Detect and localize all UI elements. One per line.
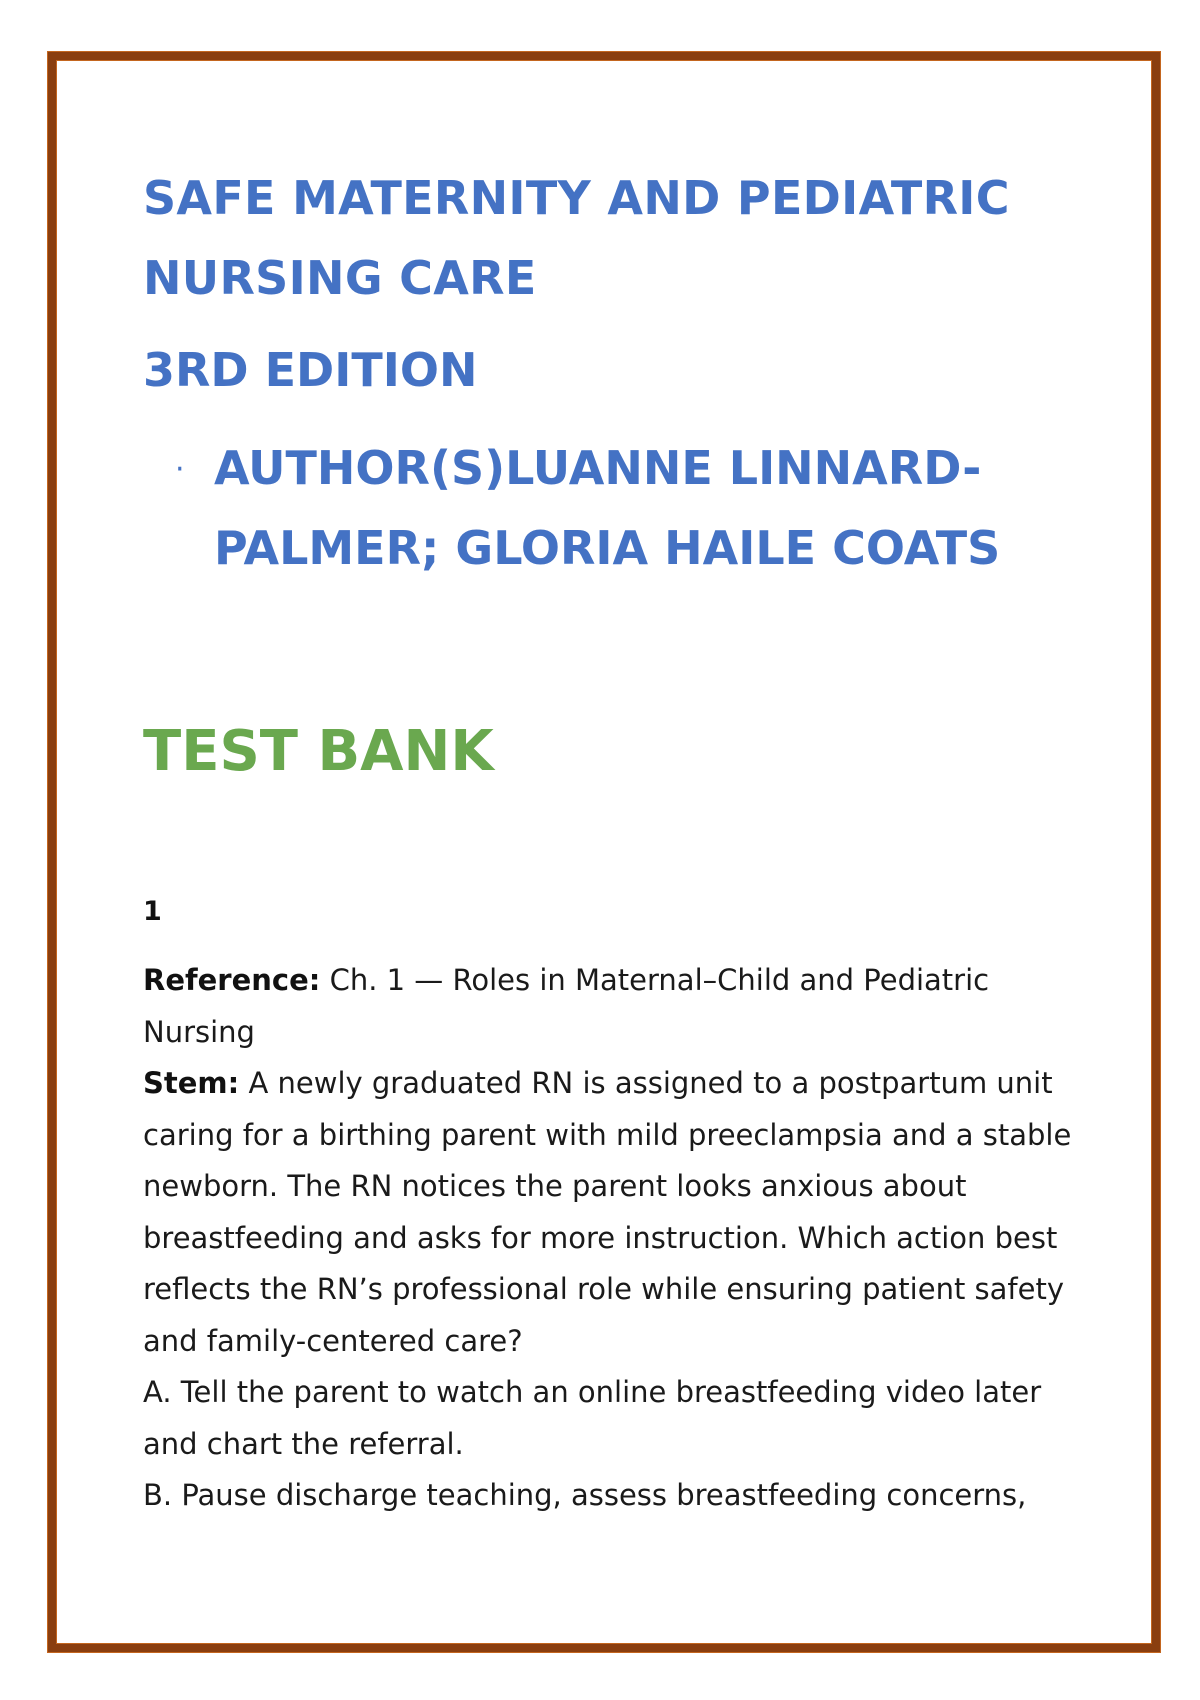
reference-line <box>143 955 1063 1007</box>
stem-text: A newly graduated RN is assigned to a postpartum unit <box>239 1066 1053 1100</box>
stem-line-6: and family-centered care? <box>143 1323 523 1358</box>
stem-line-5: reflects the RN’s professional role while ensuring patient safety <box>143 1272 1065 1306</box>
question-number: 1 <box>143 896 162 927</box>
bullet-icon: · <box>175 452 185 487</box>
author-line-1: AUTHOR(S)LUANNE LINNARD- <box>214 441 982 495</box>
document-title <box>143 158 1010 318</box>
title-line-1: SAFE MATERNITY AND PEDIATRIC <box>143 171 1010 225</box>
title-line-2: NURSING CARE <box>143 251 537 305</box>
stem-label: Stem: <box>143 1066 240 1100</box>
stem-line-4: breastfeeding and asks for more instruction. Which action best <box>143 1220 1058 1255</box>
author-line-2: PALMER; GLORIA HAILE COATS <box>214 521 1001 575</box>
option-a-line-2: and chart the referral. <box>143 1426 464 1461</box>
stem-line-2: caring for a birthing parent with mild preeclampsia and a stable <box>143 1117 1072 1152</box>
stem-line <box>143 1058 1063 1110</box>
edition-label: 3RD EDITION <box>143 343 478 397</box>
reference-text: Ch. 1 — Roles in Maternal–Child and Pediatric <box>320 963 990 997</box>
question-body <box>143 955 1072 1522</box>
reference-line-continued: Nursing <box>143 1014 255 1049</box>
reference-label: Reference: <box>143 963 321 997</box>
author-list <box>214 428 1014 588</box>
stem-line-3: newborn. The RN notices the parent looks anxious about <box>143 1169 967 1203</box>
option-b-line-1: B. Pause discharge teaching, assess breastfeeding concerns, <box>143 1478 1027 1512</box>
section-heading: TEST BANK <box>143 719 494 784</box>
option-a-line-1: A. Tell the parent to watch an online breastfeeding video later <box>143 1375 1042 1409</box>
